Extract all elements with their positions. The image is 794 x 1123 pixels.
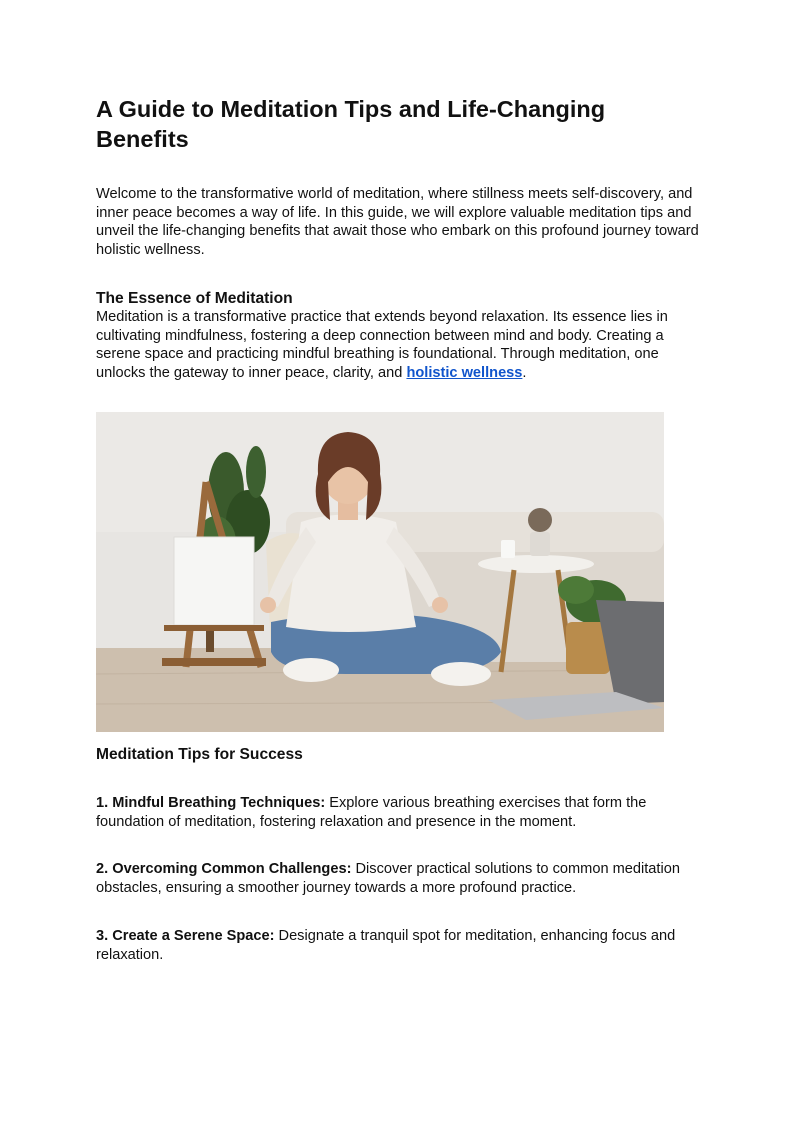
tips-heading: Meditation Tips for Success xyxy=(96,746,303,763)
tip-item xyxy=(96,927,706,964)
intro-paragraph: Welcome to the transformative world of meditation, where stillness meets self-discovery, and inner peace becomes a way of life. In this guide, we will explore valuable meditation tips and unveil the life-changing benefits that await those who embark on this profound journey toward holistic wellness. xyxy=(96,186,699,258)
essence-heading: The Essence of Meditation xyxy=(96,290,293,307)
tip-label: 2. Overcoming Common Challenges: xyxy=(96,861,352,877)
essence-after-link: . xyxy=(522,364,527,381)
tip-label: 3. Create a Serene Space: xyxy=(96,928,275,944)
tip-text: Designate a tranquil spot for meditation, enhancing focus and relaxation. xyxy=(96,928,676,963)
tip-item xyxy=(96,860,706,897)
tip-item xyxy=(96,794,706,831)
holistic-wellness-link[interactable]: holistic wellness xyxy=(406,364,523,381)
essence-body-text: Meditation is a transformative practice that extends beyond relaxation. Its essence lies in cultivating mindfulness, fostering a deep connection between mind and body. Creating a serene space and practicing mindful breathing is foundational. Through meditation, one unlocks the gateway to inner peace, clarity, and xyxy=(96,309,668,381)
page-title: A Guide to Meditation Tips and Life-Changing Benefits xyxy=(96,96,606,152)
tip-text: Discover practical solutions to common meditation obstacles, ensuring a smoother journey towards a more profound practice. xyxy=(96,861,680,896)
tip-text: Explore various breathing exercises that form the foundation of meditation, fostering relaxation and presence in the moment. xyxy=(96,795,647,830)
essence-paragraph xyxy=(96,308,706,382)
photo-side-table xyxy=(478,555,594,573)
meditation-photo xyxy=(96,412,664,732)
tip-label: 1. Mindful Breathing Techniques: xyxy=(96,795,326,811)
